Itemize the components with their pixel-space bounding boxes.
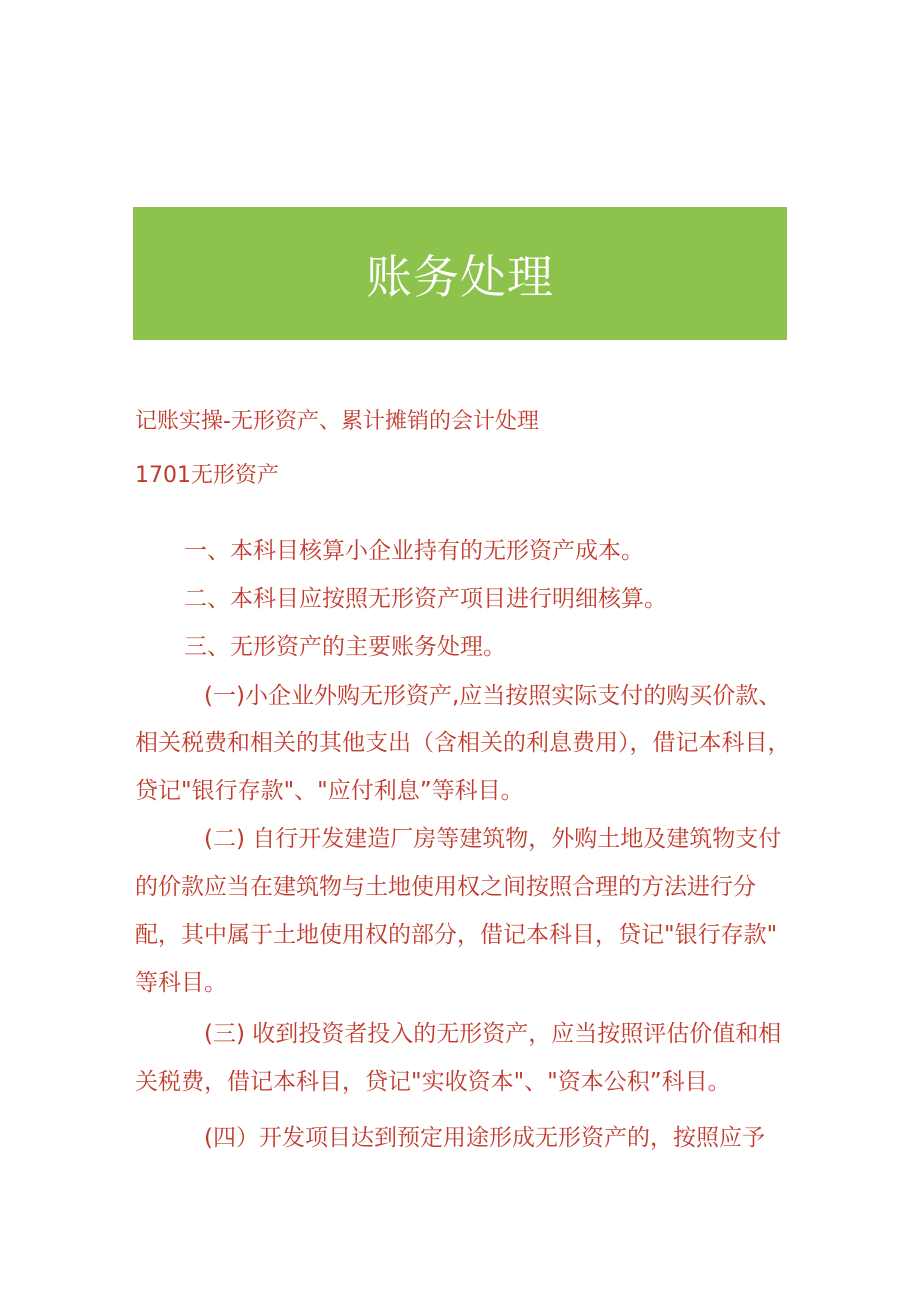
account-code-heading: 1701无形资产 — [135, 463, 279, 488]
article-subtitle: 记账实操-无形资产、累计摊销的会计处理 — [135, 409, 539, 434]
paragraph-5-line-3: 配，其中属于土地使用权的部分，借记本科目，贷记"银行存款" — [135, 922, 778, 948]
paragraph-6-line-2: 关税费，借记本科目，贷记"实收资本"、"资本公积”科目。 — [135, 1069, 731, 1095]
paragraph-4-line-3: 贷记"银行存款"、"应付利息”等科目。 — [135, 778, 524, 804]
paragraph-2: 二、本科目应按照无形资产项目进行明细核算。 — [184, 586, 667, 612]
paragraph-5-line-1: (二) 自行开发建造厂房等建筑物，外购土地及建筑物支付 — [204, 826, 782, 852]
paragraph-4-line-2: 相关税费和相关的其他支出（含相关的利息费用），借记本科目， — [135, 730, 791, 756]
paragraph-5-line-2: 的价款应当在建筑物与土地使用权之间按照合理的方法进行分 — [135, 874, 756, 900]
paragraph-7-line-1: (四）开发项目达到预定用途形成无形资产的，按照应予 — [204, 1125, 765, 1151]
document-body — [135, 0, 791, 1301]
paragraph-1: 一、本科目核算小企业持有的无形资产成本。 — [184, 538, 644, 564]
banner-title: 账务处理 — [366, 249, 554, 304]
paragraph-6-line-1: (三) 收到投资者投入的无形资产，应当按照评估价值和相 — [204, 1021, 782, 1047]
paragraph-5-line-4: 等科目。 — [135, 970, 227, 996]
paragraph-4-line-1: (一)小企业外购无形资产,应当按照实际支付的购买价款、 — [204, 683, 782, 709]
paragraph-3: 三、无形资产的主要账务处理。 — [184, 634, 506, 660]
